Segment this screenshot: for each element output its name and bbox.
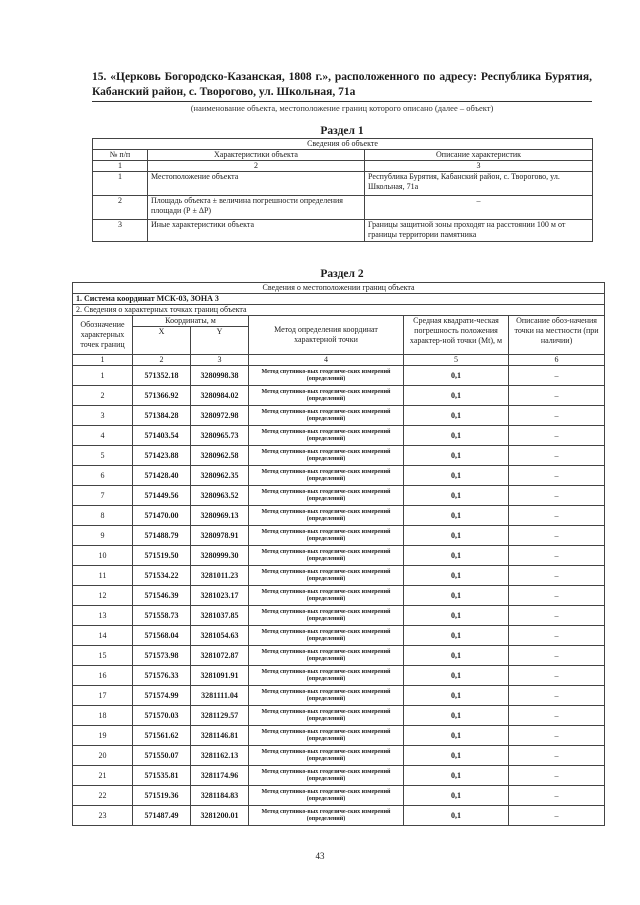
- point-number: 17: [73, 686, 133, 706]
- colnum-cell: 4: [249, 355, 404, 366]
- table-row: [73, 646, 605, 666]
- precision-cell: 0,1: [404, 626, 509, 646]
- title-note: (наименование объекта, местоположение границ которого описано (далее – объект): [190, 103, 494, 113]
- table-row: [73, 546, 605, 566]
- precision-cell: 0,1: [404, 446, 509, 466]
- colnum-cell: 2: [133, 355, 191, 366]
- x-coordinate: 571534.22: [133, 566, 191, 586]
- x-coordinate: 571366.92: [133, 386, 191, 406]
- table-cell: Иные характеристики объекта: [148, 220, 365, 242]
- point-number: 16: [73, 666, 133, 686]
- description-cell: –: [509, 446, 605, 466]
- point-number: 14: [73, 626, 133, 646]
- point-number: 18: [73, 706, 133, 726]
- precision-cell: 0,1: [404, 366, 509, 386]
- y-coordinate: 3281023.17: [191, 586, 249, 606]
- y-coordinate: 3280978.91: [191, 526, 249, 546]
- method-cell: Метод спутнико-вых геодезиче-ских измерений (определений): [249, 566, 404, 586]
- table-row: [73, 686, 605, 706]
- y-coordinate: 3280969.13: [191, 506, 249, 526]
- table-row: [73, 386, 605, 406]
- section1-caption: Сведения об объекте: [93, 139, 593, 150]
- method-cell: Метод спутнико-вых геодезиче-ских измерений (определений): [249, 606, 404, 626]
- section2-heading: Раздел 2: [320, 268, 364, 280]
- precision-cell: 0,1: [404, 546, 509, 566]
- point-number: 6: [73, 466, 133, 486]
- description-cell: –: [509, 626, 605, 646]
- precision-cell: 0,1: [404, 746, 509, 766]
- description-cell: –: [509, 466, 605, 486]
- description-cell: –: [509, 806, 605, 826]
- colnum-cell: 1: [93, 161, 148, 172]
- x-coordinate: 571568.04: [133, 626, 191, 646]
- table-cell: Республика Бурятия, Кабанский район, с. Творогово, ул. Школьная, 71а: [365, 172, 593, 196]
- y-coordinate: 3280962.35: [191, 466, 249, 486]
- description-cell: –: [509, 746, 605, 766]
- table-cell: Местоположение объекта: [148, 172, 365, 196]
- description-cell: –: [509, 766, 605, 786]
- colnum-cell: 3: [191, 355, 249, 366]
- point-number: 2: [73, 386, 133, 406]
- table-row: [73, 626, 605, 646]
- table-row: [73, 746, 605, 766]
- precision-cell: 0,1: [404, 686, 509, 706]
- description-cell: –: [509, 426, 605, 446]
- colnum-cell: 3: [365, 161, 593, 172]
- header-cell: Средная квадрати-ческая погрешность положения характер-ной точки (Mt), м: [404, 316, 509, 355]
- description-cell: –: [509, 566, 605, 586]
- y-coordinate: 3281174.96: [191, 766, 249, 786]
- method-cell: Метод спутнико-вых геодезиче-ских измерений (определений): [249, 386, 404, 406]
- precision-cell: 0,1: [404, 726, 509, 746]
- precision-cell: 0,1: [404, 786, 509, 806]
- table-row: [73, 426, 605, 446]
- point-number: 11: [73, 566, 133, 586]
- table-row: [73, 466, 605, 486]
- description-cell: –: [509, 786, 605, 806]
- y-coordinate: 3281146.81: [191, 726, 249, 746]
- point-number: 3: [73, 406, 133, 426]
- description-cell: –: [509, 406, 605, 426]
- y-coordinate: 3280998.38: [191, 366, 249, 386]
- table-row: [73, 446, 605, 466]
- x-coordinate: 571561.62: [133, 726, 191, 746]
- precision-cell: 0,1: [404, 706, 509, 726]
- header-cell: Описание обоз-начения точки на местности (при наличии): [509, 316, 605, 355]
- method-cell: Метод спутнико-вых геодезиче-ских измерений (определений): [249, 546, 404, 566]
- description-cell: –: [509, 506, 605, 526]
- coordinate-system: 1. Система координат МСК-03, ЗОНА 3: [73, 294, 605, 305]
- method-cell: Метод спутнико-вых геодезиче-ских измерений (определений): [249, 406, 404, 426]
- table-row: [73, 526, 605, 546]
- precision-cell: 0,1: [404, 806, 509, 826]
- description-cell: –: [509, 586, 605, 606]
- description-cell: –: [509, 606, 605, 626]
- point-number: 12: [73, 586, 133, 606]
- table-row: [73, 766, 605, 786]
- y-coordinate: 3280999.30: [191, 546, 249, 566]
- table-row: [73, 806, 605, 826]
- y-coordinate: 3280962.58: [191, 446, 249, 466]
- table-row: [73, 666, 605, 686]
- y-coordinate: 3281054.63: [191, 626, 249, 646]
- x-coordinate: 571487.49: [133, 806, 191, 826]
- y-coordinate: 3281037.85: [191, 606, 249, 626]
- x-coordinate: 571574.99: [133, 686, 191, 706]
- method-cell: Метод спутнико-вых геодезиче-ских измерений (определений): [249, 626, 404, 646]
- table-row: [73, 706, 605, 726]
- section2-table: [72, 282, 605, 826]
- y-coordinate: 3281011.23: [191, 566, 249, 586]
- precision-cell: 0,1: [404, 486, 509, 506]
- x-coordinate: 571519.50: [133, 546, 191, 566]
- y-coordinate: 3280984.02: [191, 386, 249, 406]
- table-row: [73, 406, 605, 426]
- section1-table: [92, 138, 593, 242]
- point-number: 5: [73, 446, 133, 466]
- precision-cell: 0,1: [404, 406, 509, 426]
- y-coordinate: 3281129.57: [191, 706, 249, 726]
- point-number: 21: [73, 766, 133, 786]
- y-coordinate: 3280965.73: [191, 426, 249, 446]
- colnum-cell: 1: [73, 355, 133, 366]
- method-cell: Метод спутнико-вых геодезиче-ских измерений (определений): [249, 766, 404, 786]
- point-number: 7: [73, 486, 133, 506]
- title-underline: [92, 101, 592, 102]
- point-number: 1: [73, 366, 133, 386]
- x-coordinate: 571352.18: [133, 366, 191, 386]
- document-title: 15. «Церковь Богородско-Казанская, 1808 г.», расположенного по адресу: Республика Бурятия, Кабанский район, с. Творогово, ул. Школьная, 71а: [92, 71, 592, 98]
- description-cell: –: [509, 706, 605, 726]
- table-row: [73, 786, 605, 806]
- description-cell: –: [509, 546, 605, 566]
- table-cell: Границы защитной зоны проходят на расстоянии 100 м от границы территории памятника: [365, 220, 593, 242]
- x-coordinate: 571546.39: [133, 586, 191, 606]
- colnum-cell: 2: [148, 161, 365, 172]
- section2-caption: Сведения о местоположении границ объекта: [73, 283, 605, 294]
- point-number: 15: [73, 646, 133, 666]
- precision-cell: 0,1: [404, 526, 509, 546]
- table-row: [73, 566, 605, 586]
- description-cell: –: [509, 726, 605, 746]
- x-coordinate: 571550.07: [133, 746, 191, 766]
- method-cell: Метод спутнико-вых геодезиче-ских измерений (определений): [249, 726, 404, 746]
- description-cell: –: [509, 366, 605, 386]
- precision-cell: 0,1: [404, 646, 509, 666]
- method-cell: Метод спутнико-вых геодезиче-ских измерений (определений): [249, 486, 404, 506]
- point-number: 20: [73, 746, 133, 766]
- method-cell: Метод спутнико-вых геодезиче-ских измерений (определений): [249, 526, 404, 546]
- y-coordinate: 3281162.13: [191, 746, 249, 766]
- table-row: [73, 726, 605, 746]
- method-cell: Метод спутнико-вых геодезиче-ских измерений (определений): [249, 366, 404, 386]
- point-number: 19: [73, 726, 133, 746]
- table-cell: –: [365, 196, 593, 220]
- precision-cell: 0,1: [404, 586, 509, 606]
- table-cell: 1: [93, 172, 148, 196]
- header-cell: Характеристики объекта: [148, 150, 365, 161]
- x-coordinate: 571519.36: [133, 786, 191, 806]
- table-row: [73, 486, 605, 506]
- method-cell: Метод спутнико-вых геодезиче-ских измерений (определений): [249, 646, 404, 666]
- method-cell: Метод спутнико-вых геодезиче-ских измерений (определений): [249, 446, 404, 466]
- description-cell: –: [509, 526, 605, 546]
- table-cell: Площадь объекта ± величина погрешности определения площади (Р ± ΔР): [148, 196, 365, 220]
- precision-cell: 0,1: [404, 766, 509, 786]
- precision-cell: 0,1: [404, 506, 509, 526]
- precision-cell: 0,1: [404, 426, 509, 446]
- method-cell: Метод спутнико-вых геодезиче-ских измерений (определений): [249, 686, 404, 706]
- table-row: [73, 366, 605, 386]
- method-cell: Метод спутнико-вых геодезиче-ских измерений (определений): [249, 706, 404, 726]
- method-cell: Метод спутнико-вых геодезиче-ских измерений (определений): [249, 786, 404, 806]
- point-number: 13: [73, 606, 133, 626]
- x-coordinate: 571535.81: [133, 766, 191, 786]
- precision-cell: 0,1: [404, 386, 509, 406]
- precision-cell: 0,1: [404, 466, 509, 486]
- section2-subcaption: 2. Сведения о характерных точках границ объекта: [73, 305, 605, 316]
- header-cell: № п/п: [93, 150, 148, 161]
- table-cell: 3: [93, 220, 148, 242]
- x-coordinate: 571449.56: [133, 486, 191, 506]
- table-row: [73, 606, 605, 626]
- table-cell: 2: [93, 196, 148, 220]
- header-cell: Y: [191, 327, 249, 355]
- x-coordinate: 571403.54: [133, 426, 191, 446]
- point-number: 22: [73, 786, 133, 806]
- y-coordinate: 3281091.91: [191, 666, 249, 686]
- header-cell: Метод определения координат характерной точки: [249, 316, 404, 355]
- header-cell: Обозначение характерных точек границ: [73, 316, 133, 355]
- point-number: 4: [73, 426, 133, 446]
- x-coordinate: 571470.00: [133, 506, 191, 526]
- header-cell: X: [133, 327, 191, 355]
- section1-heading: Раздел 1: [320, 125, 364, 137]
- header-cell: Координаты, м: [133, 316, 249, 327]
- y-coordinate: 3281072.87: [191, 646, 249, 666]
- x-coordinate: 571428.40: [133, 466, 191, 486]
- x-coordinate: 571573.98: [133, 646, 191, 666]
- page-number: 43: [315, 851, 325, 861]
- method-cell: Метод спутнико-вых геодезиче-ских измерений (определений): [249, 666, 404, 686]
- y-coordinate: 3281200.01: [191, 806, 249, 826]
- method-cell: Метод спутнико-вых геодезиче-ских измерений (определений): [249, 506, 404, 526]
- precision-cell: 0,1: [404, 566, 509, 586]
- description-cell: –: [509, 486, 605, 506]
- x-coordinate: 571423.88: [133, 446, 191, 466]
- x-coordinate: 571384.28: [133, 406, 191, 426]
- x-coordinate: 571570.03: [133, 706, 191, 726]
- colnum-cell: 6: [509, 355, 605, 366]
- colnum-cell: 5: [404, 355, 509, 366]
- point-number: 23: [73, 806, 133, 826]
- point-number: 8: [73, 506, 133, 526]
- method-cell: Метод спутнико-вых геодезиче-ских измерений (определений): [249, 466, 404, 486]
- point-number: 9: [73, 526, 133, 546]
- point-number: 10: [73, 546, 133, 566]
- x-coordinate: 571488.79: [133, 526, 191, 546]
- x-coordinate: 571576.33: [133, 666, 191, 686]
- y-coordinate: 3280972.98: [191, 406, 249, 426]
- table-row: [73, 586, 605, 606]
- precision-cell: 0,1: [404, 606, 509, 626]
- precision-cell: 0,1: [404, 666, 509, 686]
- y-coordinate: 3281184.83: [191, 786, 249, 806]
- method-cell: Метод спутнико-вых геодезиче-ских измерений (определений): [249, 746, 404, 766]
- description-cell: –: [509, 686, 605, 706]
- x-coordinate: 571558.73: [133, 606, 191, 626]
- method-cell: Метод спутнико-вых геодезиче-ских измерений (определений): [249, 806, 404, 826]
- description-cell: –: [509, 386, 605, 406]
- description-cell: –: [509, 666, 605, 686]
- y-coordinate: 3280963.52: [191, 486, 249, 506]
- y-coordinate: 3281111.04: [191, 686, 249, 706]
- method-cell: Метод спутнико-вых геодезиче-ских измерений (определений): [249, 426, 404, 446]
- header-cell: Описание характеристик: [365, 150, 593, 161]
- description-cell: –: [509, 646, 605, 666]
- method-cell: Метод спутнико-вых геодезиче-ских измерений (определений): [249, 586, 404, 606]
- table-row: [73, 506, 605, 526]
